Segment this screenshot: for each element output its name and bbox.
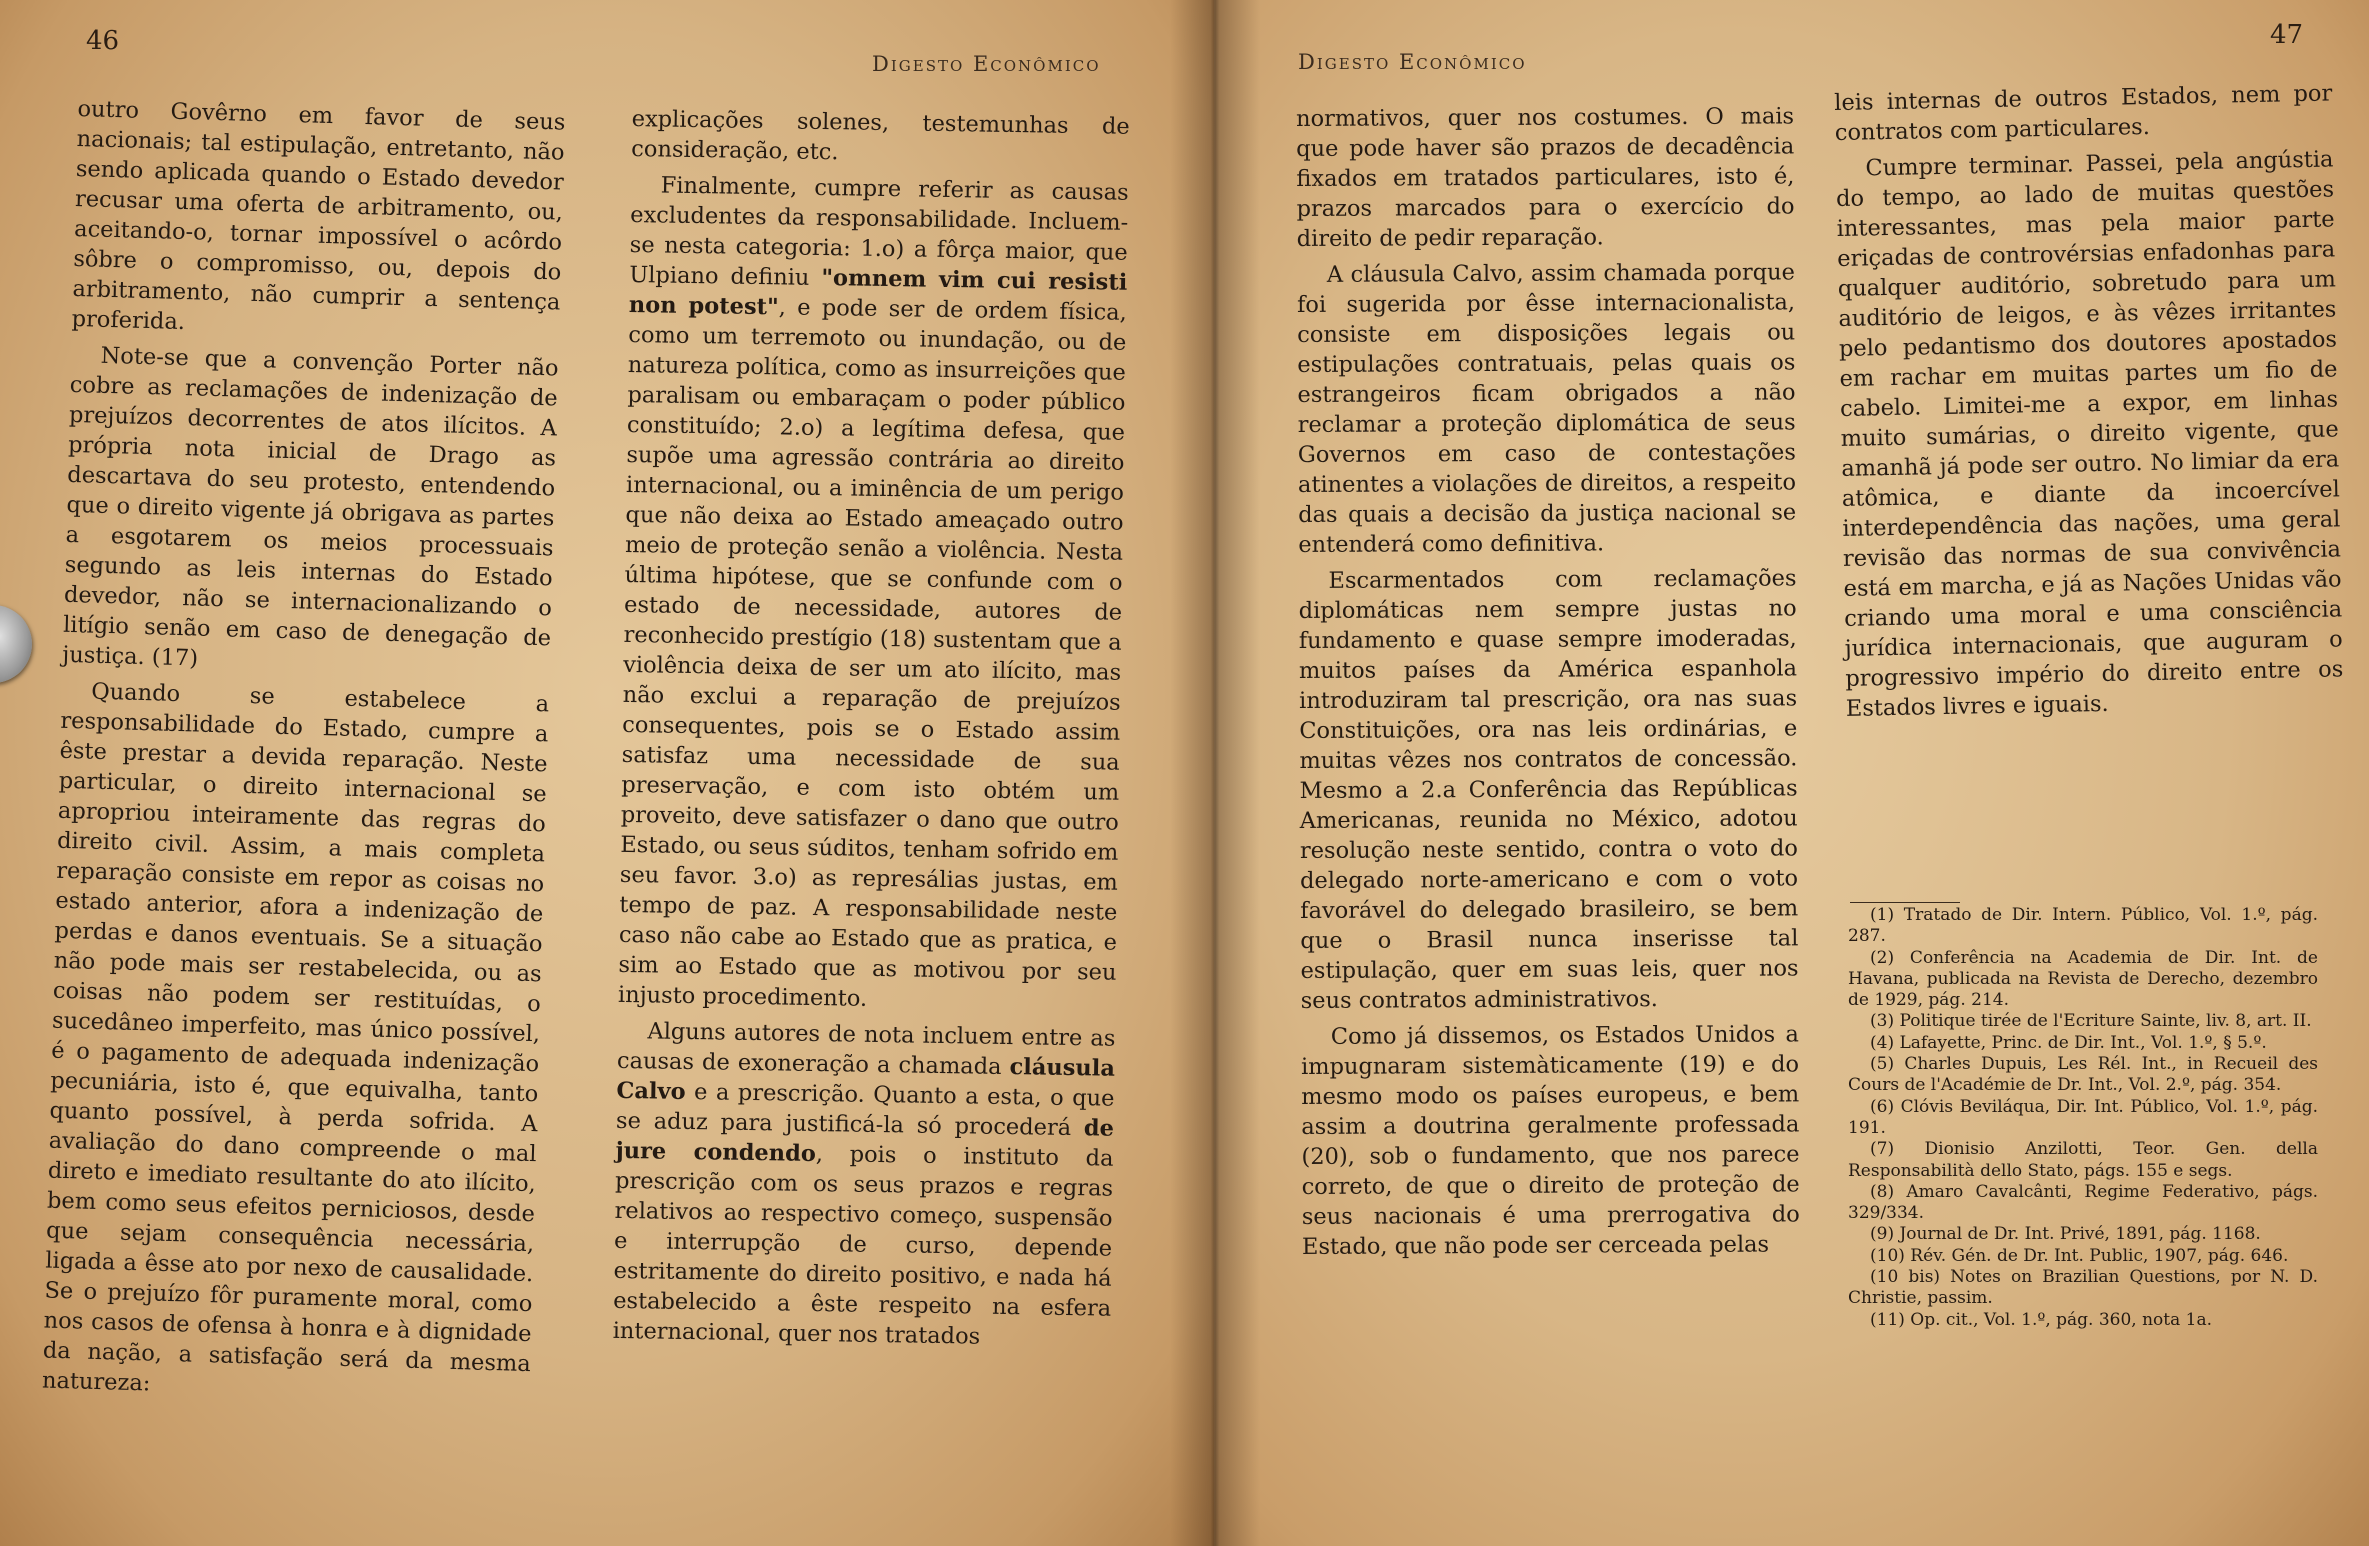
running-head-right: Digesto Econômico bbox=[1298, 50, 1527, 74]
right-column-1 bbox=[1296, 101, 1800, 1262]
footnote: (10) Rév. Gén. de Dr. Int. Public, 1907, pág. 646. bbox=[1870, 1245, 2289, 1266]
text-run: Finalmente, cumpre referir as causas excludentes da responsabilidade. Incluem-se nesta categoria: 1.o) a fôrça maior, que Ulpiano definiu bbox=[629, 172, 1129, 291]
paragraph: explicações solenes, testemunhas de consideração, etc. bbox=[631, 105, 1130, 166]
paragraph: Quando se estabelece a responsabilidade do Estado, cumpre a êste prestar a devida reparação. Neste particular, o direito internacional se apropriou inteiramente das regras do direito civil. Assim, a mais completa reparação consiste em repor as coisas no estado anterior, afora a indenização de perdas e danos eventuais. Se a situação não pode mais ser restabelecida, ou as coisas não podem ser restituídas, o sucedâneo imperfeito, mas único possível, é o pagamento de adequada indenização pecuniária, isto é, que equivalha, tanto quanto possível, à perda sofrida. A avaliação do dano compreende o mal direto e imediato resultante do ato ilícito, bem como seus efeitos perniciosos, desde que sejam consequência necessária, ligada a êsse ato por nexo de causalidade. Se o prejuízo fôr puramente moral, como nos casos de ofensa à honra e à dignidade da nação, a satisfação será da mesma natureza: bbox=[41, 678, 550, 1397]
paragraph: Como já dissemos, os Estados Unidos a impugnaram sistemàticamente (19) e do mesmo modo os países europeus, e bem assim a doutrina geralmente professada (20), sob o fundamento, que nos parece correto, de que o direito de proteção de seus nacionais é uma prerrogativa do Estado, que não pode ser cerceada pelas bbox=[1300, 1021, 1800, 1260]
paragraph: Cumpre terminar. Passei, pela angústia do tempo, ao lado de muitas questões interessantes, mas pela maior parte eriçadas de controvérsias enfadonhas para qualquer auditório, sobretudo para um auditório de leigos, e às vêzes irritantes pelo pedantismo dos doutores apostados em rachar em muitas partes um fio de cabelo. Limitei-me a expor, em linhas muito sumárias, o direito vigente, que amanhã já pode ser outro. No limiar da era atômica, e diante da incoercível interdependência das nações, uma geral revisão das normas de sua convivência está em marcha, e já as Nações Unidas vão criando uma moral e uma consciência jurídica internacionais, que auguram o progressivo império do direito entre os Estados livres e iguais. bbox=[1835, 146, 2344, 722]
footnote: (4) Lafayette, Princ. de Dir. Int., Vol. 1.º, § 5.º. bbox=[1870, 1032, 2267, 1053]
metal-clip bbox=[0, 605, 32, 683]
footnote: (2) Conferência na Academia de Dir. Int. de Havana, publicada na Revista de Derecho, dezembro de 1929, pág. 214. bbox=[1848, 947, 2318, 1011]
running-head-left: Digesto Econômico bbox=[872, 52, 1101, 76]
left-column-1 bbox=[42, 94, 566, 1409]
text-run: e a prescrição. Quanto a esta, o que se aduz para justificá-la só procederá bbox=[615, 1078, 1115, 1142]
left-column-2 bbox=[612, 104, 1129, 1354]
paragraph: Note-se que a convenção Porter não cobre as reclamações de indenização de prejuízos decorrentes de atos ilícitos. A própria nota inicial de Drago as descartava do seu protesto, entendendo que o direito vigente já obrigava as partes a esgotarem os meios processuais segundo as leis internas do Estado devedor, não se internacionalizando o litígio senão em caso de denegação de justiça. (17) bbox=[61, 342, 559, 672]
footnote-rule bbox=[1850, 902, 1960, 903]
paragraph bbox=[618, 170, 1129, 1018]
footnote: (7) Dionisio Anzilotti, Teor. Gen. della Responsabilità dello Stato, págs. 155 e segs. bbox=[1848, 1139, 2318, 1181]
footnotes bbox=[1848, 905, 2318, 1331]
footnote: (5) Charles Dupuis, Les Rél. Int., in Recueil des Cours de l'Académie de Dr. Int., Vol. 2.º, pág. 354. bbox=[1848, 1054, 2318, 1096]
footnote: (1) Tratado de Dir. Intern. Público, Vol. 1.º, pág. 287. bbox=[1848, 905, 2318, 947]
footnote: (11) Op. cit., Vol. 1.º, pág. 360, nota 1a. bbox=[1870, 1309, 2213, 1330]
paragraph: leis internas de outros Estados, nem por contratos com particulares. bbox=[1834, 80, 2333, 146]
paragraph: Escarmentados com reclamações diplomáticas nem sempre justas no fundamento e quase sempre imoderadas, muitos países da América espanhola introduziram tal prescrição, ora nas suas Constituições, ora nas leis ordinárias, e muitas vêzes nos contratos de concessão. Mesmo a 2.a Conferência das Repúblicas Americanas, reunida no México, adotou resolução neste sentido, contra o voto do delegado norte-americano e com o voto favorável do delegado brasileiro, se bem que o Brasil nunca inserisse tal estipulação, quer em suas leis, quer nos seus contratos administrativos. bbox=[1298, 565, 1799, 1014]
paragraph bbox=[612, 1016, 1115, 1354]
text-run: Alguns autores de nota incluem entre as causas de exoneração a chamada bbox=[616, 1018, 1116, 1081]
text-run: , pois o instituto da prescrição com os seus prazos e regras relativos ao respectivo começo, suspensão e interrupção de curso, depende estritamente do direito positivo, e nada há estabelecido a êste respeito na esfera internacional, quer nos tratados bbox=[612, 1141, 1114, 1350]
footnote: (10 bis) Notes on Brazilian Questions, por N. D. Christie, passim. bbox=[1848, 1267, 2318, 1309]
paragraph: outro Govêrno em favor de seus nacionais; tal estipulação, entretanto, não sendo aplicada quando o Estado devedor recusar uma oferta de arbitramento, ou, aceitando-o, tornar impossível o acôrdo sôbre o compromisso, ou, depois do arbitramento, não cumprir a sentença proferida. bbox=[71, 95, 566, 336]
right-column-2 bbox=[1834, 78, 2344, 723]
paragraph: normativos, quer nos costumes. O mais que pode haver são prazos de decadência fixados em tratados particulares, isto é, prazos marcados para o exercício do direito de pedir reparação. bbox=[1296, 103, 1795, 252]
footnote: (6) Clóvis Beviláqua, Dir. Int. Público, Vol. 1.º, pág. 191. bbox=[1848, 1096, 2318, 1138]
page-number-right: 47 bbox=[2270, 20, 2304, 50]
bold-term: de jure condendo bbox=[615, 1115, 1115, 1168]
text-run: , e pode ser de ordem física, como um terremoto ou inundação, ou de natureza política, como as insurreições que paralisam ou embaraçam o poder público constituído; 2.o) a legítima defesa, que supõe uma agressão contrária ao direito internacional, ou a iminência de um perigo que não deixa ao Estado ameaçado outro meio de proteção senão a violência. Nesta última hipótese, que se confunde com o estado de necessidade, autores de reconhecido prestígio (18) sustentam que a violência deixa de ser um ato ilícito, mas não exclui a reparação de prejuízos consequentes, pois se o Estado assim satisfaz uma necessidade de sua preservação, e com isto obtém um proveito, deve satisfazer o dano que outro Estado, ou seus súditos, tenham sofrido em seu favor. 3.o) as represálias justas, em tempo de paz. A responsabilidade neste caso não cabe ao Estado que as pratica, e sim ao Estado que as motivou por seu injusto procedimento. bbox=[617, 294, 1127, 1012]
footnote: (8) Amaro Cavalcânti, Regime Federativo, págs. 329/334. bbox=[1848, 1181, 2318, 1224]
footnote: (3) Politique tirée de l'Ecriture Sainte, liv. 8, art. II. bbox=[1870, 1011, 2312, 1032]
footnote: (9) Journal de Dr. Int. Privé, 1891, pág. 1168. bbox=[1870, 1224, 2261, 1245]
page-number-left: 46 bbox=[86, 26, 120, 56]
book-gutter bbox=[1170, 0, 1260, 1546]
latin-quote: "omnem vim cui resisti non potest" bbox=[628, 264, 1128, 321]
paragraph: A cláusula Calvo, assim chamada porque foi sugerida por êsse internacionalista, consiste em disposições legais ou estipulações contratuais, pelas quais os estrangeiros ficam obrigados a não reclamar a proteção diplomática de seus Governos em caso de contestações atinentes a violações de direitos, a respeito das quais a decisão da justiça nacional se entenderá como definitiva. bbox=[1296, 259, 1797, 558]
bold-term: cláusula Calvo bbox=[616, 1054, 1116, 1105]
